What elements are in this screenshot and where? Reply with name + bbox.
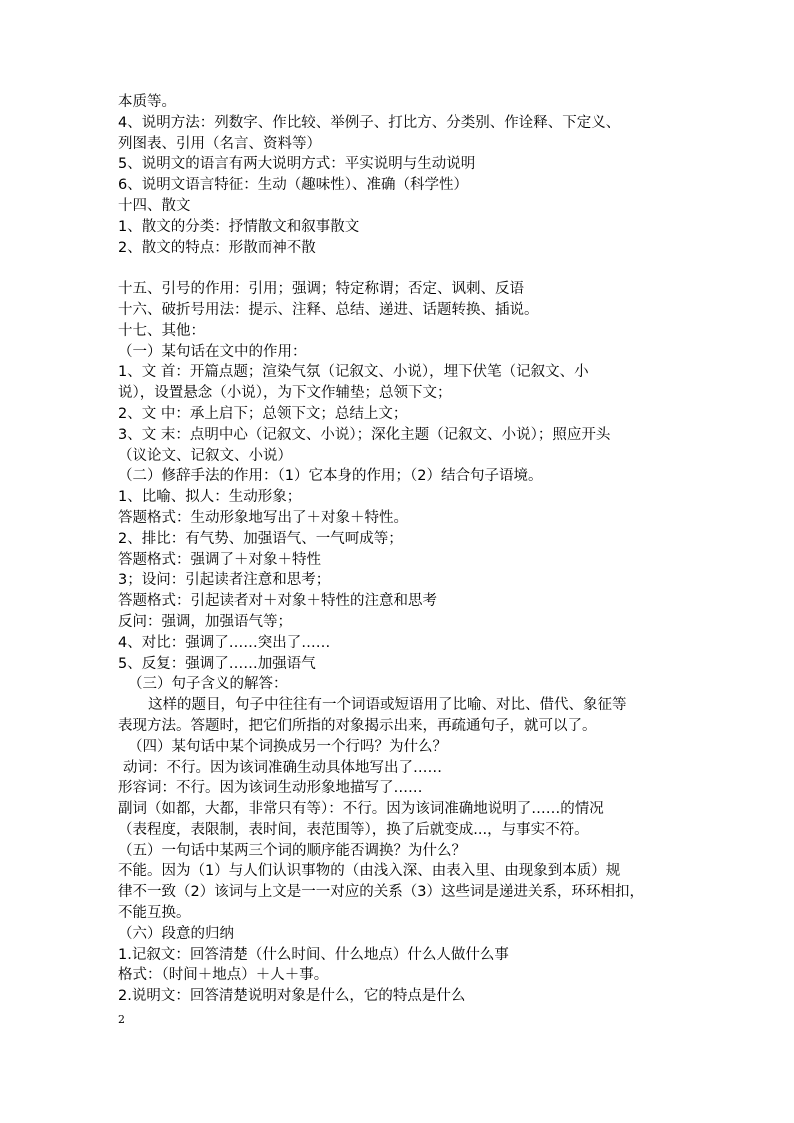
subsection-heading: （五）一句话中某两三个词的顺序能否调换？为什么？ xyxy=(118,842,466,859)
text-line: 5、反复：强调了……加强语气 xyxy=(118,655,316,672)
paragraph-line: 表现方法。答题时，把它们所指的对象揭示出来，再疏通句子，就可以了。 xyxy=(118,717,597,734)
text-line: 1.记叙文：回答清楚（什么时间、什么地点）什么人做什么事 xyxy=(118,946,509,963)
text-line: 2.说明文：回答清楚说明对象是什么，它的特点是什么 xyxy=(118,988,466,1005)
text-line: 2、文 中：承上启下；总领下文；总结上文； xyxy=(118,405,408,422)
text-line: 本质等。 xyxy=(118,94,176,110)
text-line: 格式：（时间＋地点）＋人＋事。 xyxy=(118,967,329,984)
document-body xyxy=(118,92,698,1007)
text-line: 说），设置悬念（小说），为下文作辅垫；总领下文； xyxy=(118,385,452,402)
text-line: 副词（如都，大都，非常只有等）：不行。因为该词准确地说明了……的情况 xyxy=(118,801,604,818)
text-line: 答题格式：生动形象地写出了＋对象＋特性。 xyxy=(118,509,408,526)
subsection-heading: （三）句子含义的解答： xyxy=(128,676,288,693)
text-line: （议论文、记叙文、小说） xyxy=(118,447,292,464)
subsection-heading: （六）段意的归纳 xyxy=(118,925,234,942)
text-line: 1、散文的分类：抒情散文和叙事散文 xyxy=(118,218,360,235)
text-line: 动词：不行。因为该词准确生动具体地写出了…… xyxy=(123,759,442,776)
text-line: 6、说明文语言特征：生动（趣味性）、准确（科学性） xyxy=(118,177,468,194)
section-heading: 十五、引号的作用：引用；强调；特定称谓；否定、讽刺、反语 xyxy=(118,281,524,298)
section-heading: 十六、破折号用法：提示、注释、总结、递进、话题转换、插说。 xyxy=(118,301,539,318)
text-line: 5、说明文的语言有两大说明方式：平实说明与生动说明 xyxy=(118,156,476,173)
text-line: （表程度，表限制，表时间，表范围等），换了后就变成...，与事实不符。 xyxy=(118,821,589,838)
paragraph-line: 这样的题目，句子中往往有一个词语或短语用了比喻、对比、借代、象征等 xyxy=(148,697,627,714)
section-heading: 十七、其他： xyxy=(118,322,205,339)
text-line: 不能互换。 xyxy=(118,905,191,922)
text-line: 反问：强调，加强语气等； xyxy=(118,613,292,630)
text-line: 答题格式：引起读者对＋对象＋特性的注意和思考 xyxy=(118,593,437,610)
subsection-heading: （四）某句话中某个词换成另一个行吗？为什么？ xyxy=(128,738,447,755)
text-line: 列图表、引用（名言、资料等） xyxy=(118,135,321,152)
blank-line xyxy=(118,258,698,279)
text-line: 1、文 首：开篇点题；渲染气氛（记叙文、小说），埋下伏笔（记叙文、小 xyxy=(118,364,589,381)
text-line: 2、散文的特点：形散而神不散 xyxy=(118,239,316,256)
text-line: 1、比喻、拟人：生动形象； xyxy=(118,489,302,506)
text-line: 形容词：不行。因为该词生动形象地描写了…… xyxy=(118,780,423,797)
text-line: 4、对比：强调了……突出了…… xyxy=(118,634,331,651)
text-line: 答题格式：强调了＋对象＋特性 xyxy=(118,551,321,568)
text-line: 不能。因为（1）与人们认识事物的（由浅入深、由表入里、由现象到本质）规 xyxy=(118,863,621,880)
text-line: 2、排比：有气势、加强语气、一气呵成等； xyxy=(118,530,403,547)
subsection-heading: （二）修辞手法的作用：（1）它本身的作用；（2）结合句子语境。 xyxy=(118,468,543,485)
text-line: 3；设问：引起读者注意和思考； xyxy=(118,572,331,589)
text-line: 3、文 末：点明中心（记叙文、小说）；深化主题（记叙文、小说）；照应开头 xyxy=(118,426,611,443)
subsection-heading: （一）某句话在文中的作用： xyxy=(118,343,307,360)
page-number: 2 xyxy=(118,1013,125,1026)
text-line: 4、说明方法：列数字、作比较、举例子、打比方、分类别、作诠释、下定义、 xyxy=(118,114,621,131)
text-line: 律不一致（2）该词与上文是一一对应的关系（3）这些词是递进关系，环环相扣， xyxy=(118,884,644,901)
section-heading: 十四、散文 xyxy=(118,197,191,214)
